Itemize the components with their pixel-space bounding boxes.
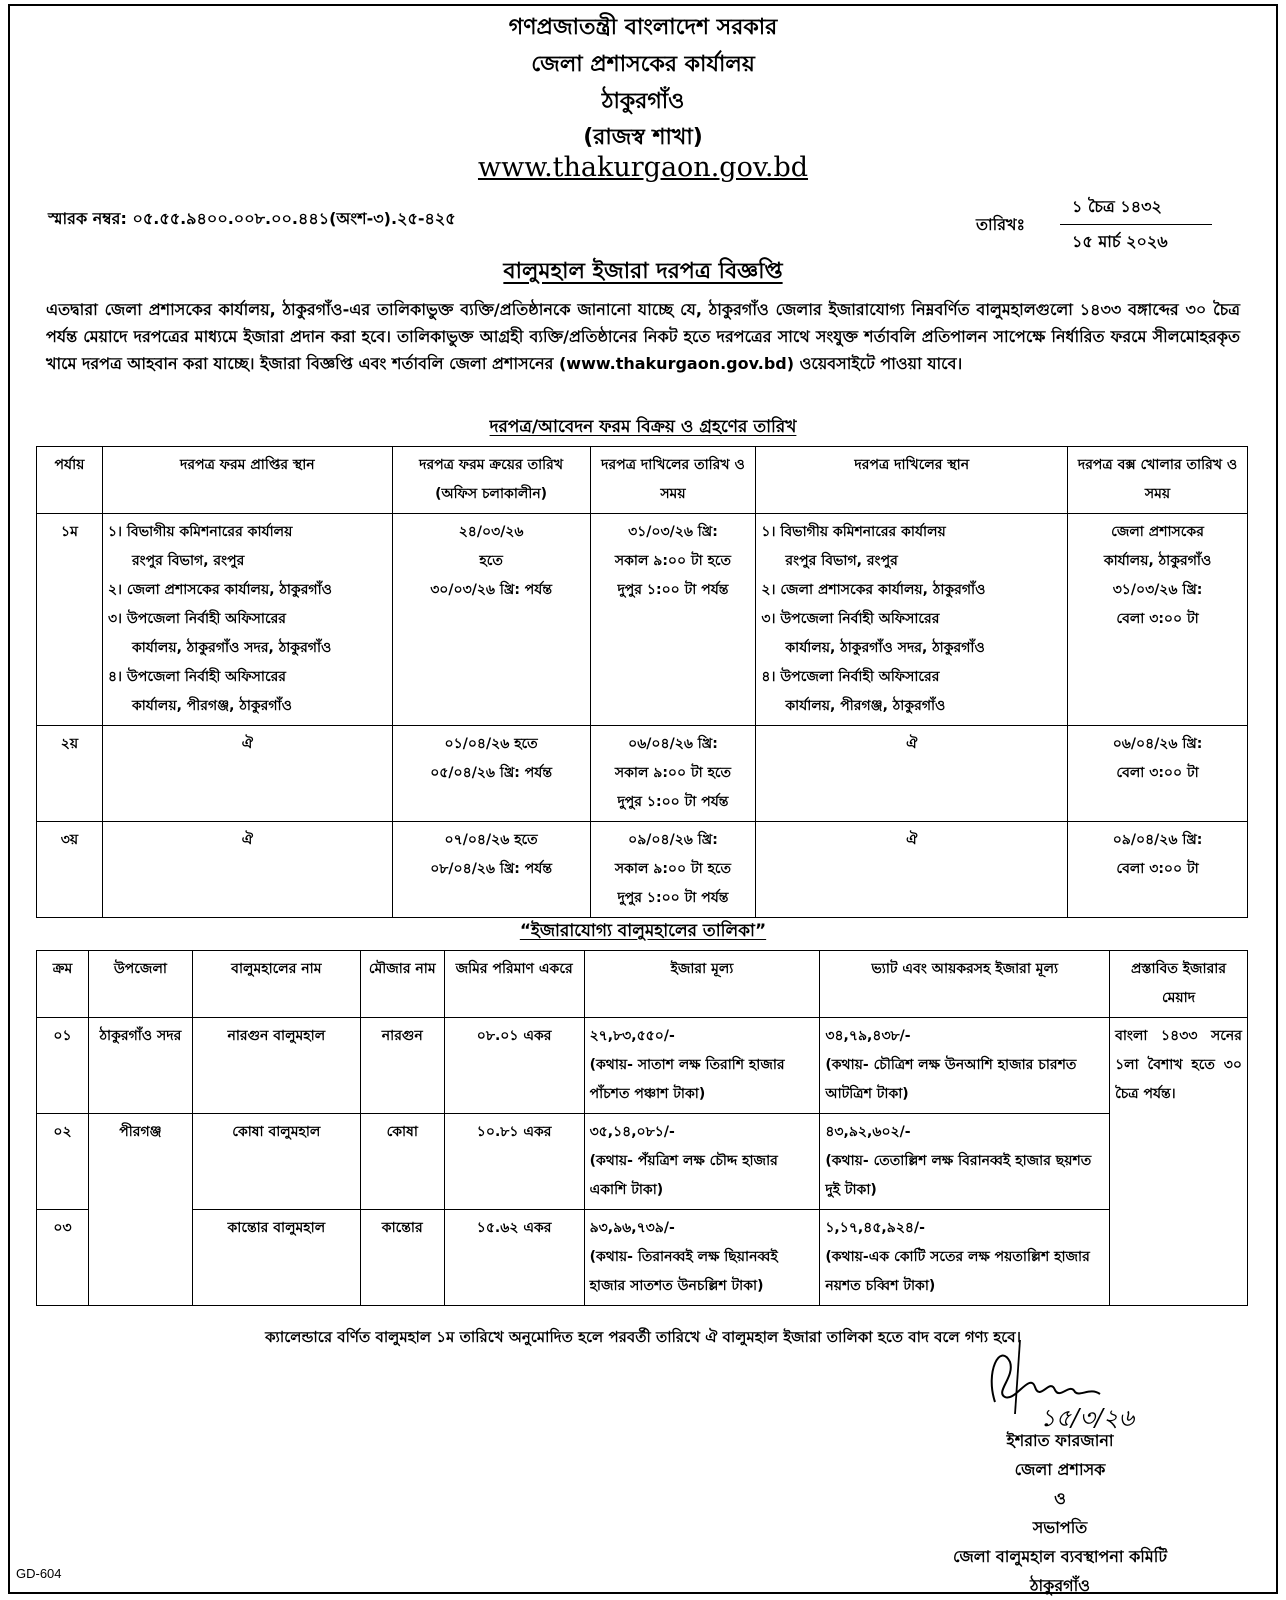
mahal-heading-text: “ইজারাযোগ্য বালুমহালের তালিকা” (519, 921, 767, 941)
submit-cell (590, 726, 756, 822)
col-vat-price: ভ্যাট এবং আয়করসহ ইজারা মূল্য (820, 951, 1110, 1018)
term-cell: বাংলা ১৪৩৩ সনের ১লা বৈশাখ হতে ৩০ চৈত্র পর্যন্ত। (1110, 1018, 1248, 1306)
place-line: ১। বিভাগীয় কমিশনারের কার্যালয় (761, 524, 946, 540)
date-label: তারিখঃ (976, 215, 1026, 234)
mouza-cell: কোষা (360, 1114, 444, 1210)
signatory-block (880, 1426, 1240, 1600)
col-area: জমির পরিমাণ একরে (444, 951, 584, 1018)
vat-price-words: (কথায়- চৌত্রিশ লক্ষ উনআশি হাজার চারশত আটত্রিশ টাকা) (825, 1057, 1077, 1102)
date-bangla: ১ চৈত্র ১৪৩২ (1060, 194, 1212, 225)
place-line: কার্যালয়, ঠাকুরগাঁও সদর, ঠাকুরগাঁও (131, 640, 332, 656)
office-title: জেলা প্রশাসকের কার্যালয় (531, 52, 755, 77)
mahal-heading (0, 918, 1286, 946)
signatory-role: সভাপতি (1032, 1518, 1088, 1537)
mahal-name-cell: কান্তোর বালুমহাল (192, 1210, 360, 1306)
date-box (1060, 194, 1212, 256)
vat-price-figure: ১,১৭,৪৫,৯২৪/- (825, 1220, 925, 1236)
open-line: বেলা ৩:০০ টা (1116, 765, 1199, 781)
date-english: ১৫ মার্চ ২০২৬ (1072, 232, 1168, 251)
submit-line: ০৬/০৪/২৬ খ্রি: (628, 736, 718, 752)
mouza-cell: কান্তোর (360, 1210, 444, 1306)
price-figure: ২৭,৮৩,৫৫০/- (589, 1028, 675, 1044)
footnote: ক্যালেন্ডারে বর্ণিত বালুমহাল ১ম তারিখে অনুমোদিত হলে পরবর্তী তারিখে ঐ বালুমহাল ইজারা তালিকা হতে বাদ বলে গণ্য হবে। (265, 1328, 1021, 1346)
govt-title: গণপ্রজাতন্ত্রী বাংলাদেশ সরকার (508, 15, 778, 40)
submit-cell (590, 822, 756, 918)
place-line: কার্যালয়, পীরগঞ্জ, ঠাকুরগাঁও (785, 698, 946, 714)
submit-line: সকাল ৯:০০ টা হতে (614, 861, 732, 877)
open-line: ০৯/০৪/২৬ খ্রি: (1112, 832, 1203, 848)
district-title: ঠাকুরগাঁও (601, 89, 685, 114)
place-line: ২। জেলা প্রশাসকের কার্যালয়, ঠাকুরগাঁও (107, 582, 332, 598)
place-line: কার্যালয়, ঠাকুরগাঁও সদর, ঠাকুরগাঁও (785, 640, 985, 656)
place-line: ৩। উপজেলা নির্বাহী অফিসারের (107, 611, 287, 627)
purchase-line: ২৪/০৩/২৬ (458, 524, 524, 540)
form-place-cell (102, 514, 392, 726)
submit-line: দুপুর ১:০০ টা পর্যন্ত (617, 582, 729, 598)
purchase-cell (392, 726, 590, 822)
submit-place-cell: ঐ (756, 726, 1068, 822)
col-purchase-date: দরপত্র ফরম ক্রয়ের তারিখ (অফিস চলাকালীন) (392, 447, 590, 514)
col-upazila: উপজেলা (88, 951, 192, 1018)
purchase-line: হতে (479, 553, 503, 569)
schedule-heading (0, 414, 1286, 442)
open-line: ০৬/০৪/২৬ খ্রি: (1112, 736, 1203, 752)
col-submit-date: দরপত্র দাখিলের তারিখ ও সময় (590, 447, 756, 514)
table-row (37, 1114, 1248, 1210)
upazila-cell: ঠাকুরগাঁও সদর (88, 1018, 192, 1114)
submit-line: দুপুর ১:০০ টা পর্যন্ত (617, 890, 729, 906)
price-words: (কথায়- পঁয়ত্রিশ লক্ষ চৌদ্দ হাজার একাশি টাকা) (589, 1153, 778, 1198)
memo-number: স্মারক নম্বর: ০৫.৫৫.৯৪০০.০০৮.০০.৪৪১(অংশ-৩).২৫-৪২৫ (48, 209, 456, 228)
schedule-table (36, 446, 1248, 918)
purchase-line: ০৫/০৪/২৬ খ্রি: পর্যন্ত (430, 765, 552, 781)
purchase-line: ০৮/০৪/২৬ খ্রি: পর্যন্ত (430, 861, 552, 877)
price-figure: ৯৩,৯৬,৭৩৯/- (589, 1220, 675, 1236)
submit-line: সকাল ৯:০০ টা হতে (614, 553, 732, 569)
open-line: বেলা ৩:০০ টা (1116, 611, 1199, 627)
submit-line: সকাল ৯:০০ টা হতে (614, 765, 732, 781)
notice-title (0, 254, 1286, 291)
open-line: বেলা ৩:০০ টা (1116, 861, 1199, 877)
purchase-line: ০১/০৪/২৬ হতে (444, 736, 538, 752)
col-phase: পর্যায় (37, 447, 103, 514)
form-place-cell: ঐ (102, 726, 392, 822)
open-line: ৩১/০৩/২৬ খ্রি: (1112, 582, 1203, 598)
price-cell (584, 1018, 820, 1114)
phase-cell: ১ম (37, 514, 103, 726)
signatory-committee: জেলা বালুমহাল ব্যবস্থাপনা কমিটি (952, 1547, 1168, 1566)
col-open-date: দরপত্র বক্স খোলার তারিখ ও সময় (1068, 447, 1248, 514)
place-line: ২। জেলা প্রশাসকের কার্যালয়, ঠাকুরগাঁও (761, 582, 986, 598)
table-row (37, 726, 1248, 822)
website-link[interactable]: www.thakurgaon.gov.bd (477, 152, 809, 183)
table-row (37, 822, 1248, 918)
mahal-header-row (37, 951, 1248, 1018)
area-cell: ১৫.৬২ একর (444, 1210, 584, 1306)
vat-price-cell (820, 1018, 1110, 1114)
vat-price-figure: ৩৪,৭৯,৪৩৮/- (825, 1028, 911, 1044)
mouza-cell: নারগুন (360, 1018, 444, 1114)
signatory-name: ইশরাত ফারজানা (1006, 1431, 1114, 1450)
place-line: রংপুর বিভাগ, রংপুর (131, 553, 245, 569)
form-place-cell: ঐ (102, 822, 392, 918)
table-row (37, 1210, 1248, 1306)
signatory-and: ও (1054, 1489, 1066, 1508)
price-words: (কথায়- সাতাশ লক্ষ তিরাশি হাজার পাঁচশত পঞ্চাশ টাকা) (589, 1057, 785, 1102)
vat-price-cell (820, 1210, 1110, 1306)
purchase-line: ৩০/০৩/২৬ খ্রি: পর্যন্ত (430, 582, 553, 598)
vat-price-figure: ৪৩,৯২,৬০২/- (825, 1124, 911, 1140)
signatory-designation: জেলা প্রশাসক (1014, 1460, 1106, 1479)
schedule-header-row (37, 447, 1248, 514)
vat-price-words: (কথায়- তেতাল্লিশ লক্ষ বিরানব্বই হাজার ছয়শত দুই টাকা) (825, 1153, 1092, 1198)
signed-date: ১৫/৩/২৬ (1040, 1404, 1135, 1432)
col-form-place: দরপত্র ফরম প্রাপ্তির স্থান (102, 447, 392, 514)
serial-cell: ০২ (37, 1114, 89, 1210)
form-code: GD-604 (16, 1566, 62, 1581)
branch-title: (রাজস্ব শাখা) (583, 125, 703, 150)
area-cell: ১০.৮১ একর (444, 1114, 584, 1210)
submit-cell (590, 514, 756, 726)
vat-price-cell (820, 1114, 1110, 1210)
vat-price-words: (কথায়-এক কোটি সতের লক্ষ পয়তাল্লিশ হাজার নয়শত চব্বিশ টাকা) (825, 1249, 1090, 1294)
phase-cell: ৩য় (37, 822, 103, 918)
col-mahal-name: বালুমহালের নাম (192, 951, 360, 1018)
place-line: ১। বিভাগীয় কমিশনারের কার্যালয় (107, 524, 293, 540)
mahal-table (36, 950, 1248, 1306)
signatory-place: ঠাকুরগাঁও (1029, 1576, 1091, 1595)
open-line: কার্যালয়, ঠাকুরগাঁও (1103, 553, 1212, 569)
submit-line: ৩১/০৩/২৬ খ্রি: (628, 524, 718, 540)
submit-line: ০৯/০৪/২৬ খ্রি: (628, 832, 718, 848)
purchase-cell (392, 514, 590, 726)
mahal-name-cell: কোষা বালুমহাল (192, 1114, 360, 1210)
table-row (37, 514, 1248, 726)
submit-place-cell (756, 514, 1068, 726)
purchase-cell (392, 822, 590, 918)
open-cell (1068, 822, 1248, 918)
place-line: ৪। উপজেলা নির্বাহী অফিসারের (107, 669, 286, 685)
col-submit-place: দরপত্র দাখিলের স্থান (756, 447, 1068, 514)
upazila-cell: পীরগঞ্জ (88, 1114, 192, 1306)
serial-cell: ০৩ (37, 1210, 89, 1306)
submit-place-cell: ঐ (756, 822, 1068, 918)
table-row (37, 1018, 1248, 1114)
col-price: ইজারা মূল্য (584, 951, 820, 1018)
notice-title-text: বালুমহাল ইজারা দরপত্র বিজ্ঞপ্তি (503, 259, 783, 284)
place-line: রংপুর বিভাগ, রংপুর (785, 553, 898, 569)
open-line: জেলা প্রশাসকের (1111, 524, 1204, 540)
serial-cell: ০১ (37, 1018, 89, 1114)
place-line: কার্যালয়, পীরগঞ্জ, ঠাকুরগাঁও (131, 698, 292, 714)
submit-line: দুপুর ১:০০ টা পর্যন্ত (617, 794, 729, 810)
open-cell (1068, 514, 1248, 726)
place-line: ৩। উপজেলা নির্বাহী অফিসারের (761, 611, 940, 627)
notice-paragraph: এতদ্বারা জেলা প্রশাসকের কার্যালয়, ঠাকুরগাঁও-এর তালিকাভুক্ত ব্যক্তি/প্রতিষ্ঠানকে জানানো যাচ্ছে যে, ঠাকুরগাঁও জেলার ইজারাযোগ্য নিম্নবর্ণিত বালুমহালগুলো ১৪৩৩ বঙ্গাব্দের ৩০ চৈত্র পর্যন্ত মেয়াদে দরপত্রের মাধ্যমে ইজারা প্রদান করা হবে। তালিকাভুক্ত আগ্রহী ব্যক্তি/প্রতিষ্ঠানের নিকট হতে দরপত্রের সাথে সংযুক্ত শর্তাবলি প্রতিপালন সাপেক্ষে নির্ধারিত ফরমে সীলমোহরকৃত খামে দরপত্র আহবান করা যাচ্ছে। ইজারা বিজ্ঞপ্তি এবং শর্তাবলি জেলা প্রশাসনের (www.thakurgaon.gov.bd) ওয়েবসাইটে পাওয়া যাবে। (46, 300, 1240, 373)
phase-cell: ২য় (37, 726, 103, 822)
area-cell: ০৮.০১ একর (444, 1018, 584, 1114)
col-mouza: মৌজার নাম (360, 951, 444, 1018)
open-cell (1068, 726, 1248, 822)
price-figure: ৩৫,১৪,০৮১/- (589, 1124, 675, 1140)
col-serial: ক্রম (37, 951, 89, 1018)
schedule-heading-text: দরপত্র/আবেদন ফরম বিক্রয় ও গ্রহণের তারিখ (489, 417, 797, 437)
col-term: প্রস্তাবিত ইজারার মেয়াদ (1110, 951, 1248, 1018)
price-cell (584, 1114, 820, 1210)
price-cell (584, 1210, 820, 1306)
place-line: ৪। উপজেলা নির্বাহী অফিসারের (761, 669, 940, 685)
purchase-line: ০৭/০৪/২৬ হতে (444, 832, 538, 848)
mahal-name-cell: নারগুন বালুমহাল (192, 1018, 360, 1114)
price-words: (কথায়- তিরানব্বই লক্ষ ছিয়ানব্বই হাজার সাতশত উনচল্লিশ টাকা) (589, 1249, 778, 1294)
